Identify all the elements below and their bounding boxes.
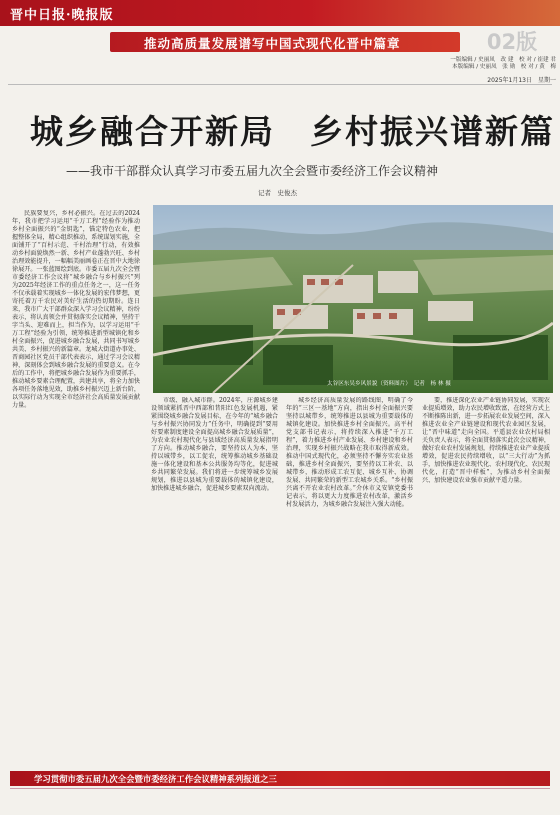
editor-credits: [410, 57, 556, 71]
article-subheadline: ——我市干部群众认真学习市委五届九次全会暨市委经济工作会议精神: [66, 164, 439, 178]
slogan-text: 推动高质量发展谱写中国式现代化晋中篇章: [144, 36, 401, 51]
article-column-1: [12, 210, 140, 768]
series-title: 学习贯彻市委五届九次全会暨市委经济工作会议精神系列报道之三: [34, 774, 277, 784]
footer-divider: [10, 788, 550, 789]
page-header: [0, 0, 560, 84]
page-number: 02版: [486, 30, 538, 54]
column-text: 市级、融入城市群。2024年，庄源城乡建设领域紧抓晋中西部和昔阳红色发展机遇，紧紧围绕城乡融合发展目标，在今年的“城乡融合与乡村振兴协同发力”任务中，明确提到“要用好要素制度建设全面提高城乡融合发展质量”，为农业农村现代化与县域经济高质量发展指明了方向。推动城乡融合，要坚持以人为本，坚持以城带乡，以工促农，统筹推动城乡基础设施一体化建设和基本公共服务均等化，促进城乡共同繁荣发展。我们将进一步统筹城乡发展规划，推进以县城为重要载体的城镇化建设，加快推进城乡融合，促进城乡要素双向流动。: [151, 397, 278, 493]
aerial-village-photo: [153, 205, 553, 393]
issue-date: 2025年1月13日 星期一: [487, 77, 556, 84]
article-column-4: [422, 397, 550, 768]
editor-line: 一版编辑 / 史丽凤 改 建 校 对 / 崔建 君: [450, 57, 556, 63]
column-text: 城乡经济高质量发展的路线图，明确了今年的“三区一基地”方向，指出乡村全面振兴要坚持以城带乡，统筹推进以县城为重要载体的城镇化建设。加快推进乡村全面振兴。高平村党支部书记表示，将持续深入推进“千万工程”，着力推进乡村产业发展、乡村建设和乡村治理，实现乡村振兴战略在我市取得新成效。推动中国式现代化，必须坚持不懈夯实农业基础，推进乡村全面振兴，要坚持以工补农、以城带乡，推动形成工农互促、城乡互补、协调发展、共同繁荣的新型工农城乡关系。“乡村振兴离不开农业农村改革。”介休市义安镇党委书记表示，将以更大力度推进农村改革，激活乡村发展活力，为城乡融合发展注入强大动能。: [286, 397, 413, 509]
masthead: 晋中日报·晚报版: [10, 8, 114, 23]
article-byline: 记者 史俊杰: [258, 189, 297, 197]
photo-illustration: [153, 205, 553, 393]
header-divider: [8, 84, 552, 85]
article-headline: 城乡融合开新局 乡村振兴谱新篇: [30, 112, 555, 151]
article-column-2: [151, 397, 278, 768]
column-text: 民族要复兴，乡村必振兴。在过去的2024年，我市把学习运用“千万工程”经验作为推动乡村全面振兴的“金钥匙”，锚定特色农业，把握整体全局，精心组织推动，系统谋划实施，全面铺开了“百村示范、千村治理”行动，有效推动乡村面貌焕然一新、乡村产业蓬勃兴旺、乡村治理效能提升，一幅幅美丽画卷正在晋中大地徐徐展开。一张蓝图绘到底。市委五届九次全会暨市委经济工作会议将“城乡融合与乡村振兴”列为2025年经济工作的重点任务之一，这一任务不仅承载着实现城乡一体化发展的宏伟梦想，更寄托着万千农民对美好生活的热切期盼。连日来，我市广大干部群众深入学习会议精神，纷纷表示，将认真领会并贯彻落实会议精神，坚持干字当头、迎难而上，担当作为，以学习运用“千万工程”经验为引领，统筹推进新型城镇化和乡村全面振兴，促进城乡融合发展，共同书写城乡共美、乡村振兴的新篇章。龙城大街道办事处、晋商园社区党员干部代表表示，通过学习会议精神，深刻体会到城乡融合发展的重要意义。在今后的工作中，将把城乡融合发展作为重要抓手，推动城乡要素合理配置，共建共享，将全力加快各项任务落地见效，助推乡村振兴迈上新台阶，以实际行动为实现全市经济社会高质量发展贡献力量。: [12, 210, 140, 410]
photo-caption: 太谷区东吴乡风景貌（资料图片） 记者 杨 林 摄: [327, 381, 451, 387]
editor-line: 本版编辑 / 史丽凤 张 勋 校 对 / 黄 梅: [452, 64, 556, 70]
column-text: 要，推进深化农业产业链协同发展，实现农业提质增效，助力农民增收致富，在经营方式上不断推陈出新，进一步拓展农业发展空间，深入推进农业全产业链建设和现代农业园区发展，让“晋中味道”走向全国。平遥县农业农村局相关负责人表示，将全面贯彻落实此次会议精神，做好农业农村发展规划，持续推进农业产业提质增效，促进农民持续增收，以“三大行动”为抓手，加快推进农业现代化、农村现代化、农民现代化，打造“晋中样板”，为推动乡村全面振兴、加快建设农业强市贡献平遥力量。: [422, 397, 550, 485]
article-column-3: [286, 397, 413, 768]
